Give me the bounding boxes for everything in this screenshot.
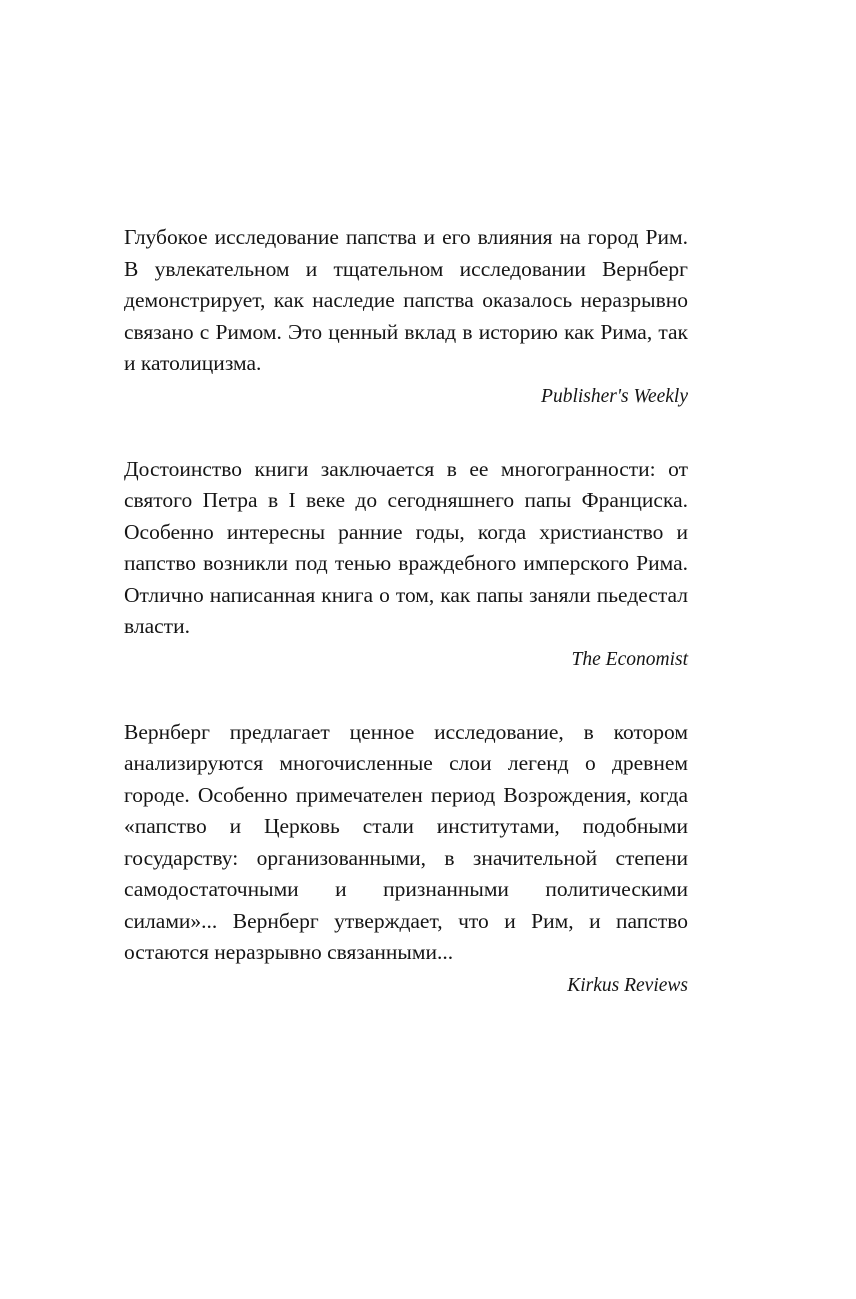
blurb-3-text: Вернберг предлагает ценное исследование, в котором анализируются многочисленные слои легенд о древнем городе. Особенно примечателен период Возрождения, когда «папство и Церковь стали институтами, подобными государству: организованными, в значительной степени самодостаточными и признанными политическими силами»... Вернберг утверждает, что и Рим, и папство остаются неразрывно связанными... [124,719,688,964]
blurb-2-source: The Economist [571,648,688,670]
blurb-1-source: Publisher's Weekly [541,385,688,407]
blurb-2-text: Достоинство книги заключается в ее многогранности: от святого Петра в I веке до сегодняшнего папы Франциска. Особенно интересны ранние годы, когда христианство и папство возникли под тенью враждебного имперского Рима. Отлично написанная книга о том, как папы заняли пьедестал власти. [124,456,688,638]
blurb-1 [124,222,688,412]
blurb-1-text: Глубокое исследование папства и его влияния на город Рим. В увлекательном и тщательном исследовании Вернберг демонстрирует, как наследие папства оказалось неразрывно связано с Римом. Это ценный вклад в историю как Рима, так и католицизма. [124,225,688,375]
praise-quotes-container [124,222,688,1001]
blurb-2 [124,454,688,675]
blurb-3-source: Kirkus Reviews [567,974,688,996]
blurb-3 [124,717,688,1001]
